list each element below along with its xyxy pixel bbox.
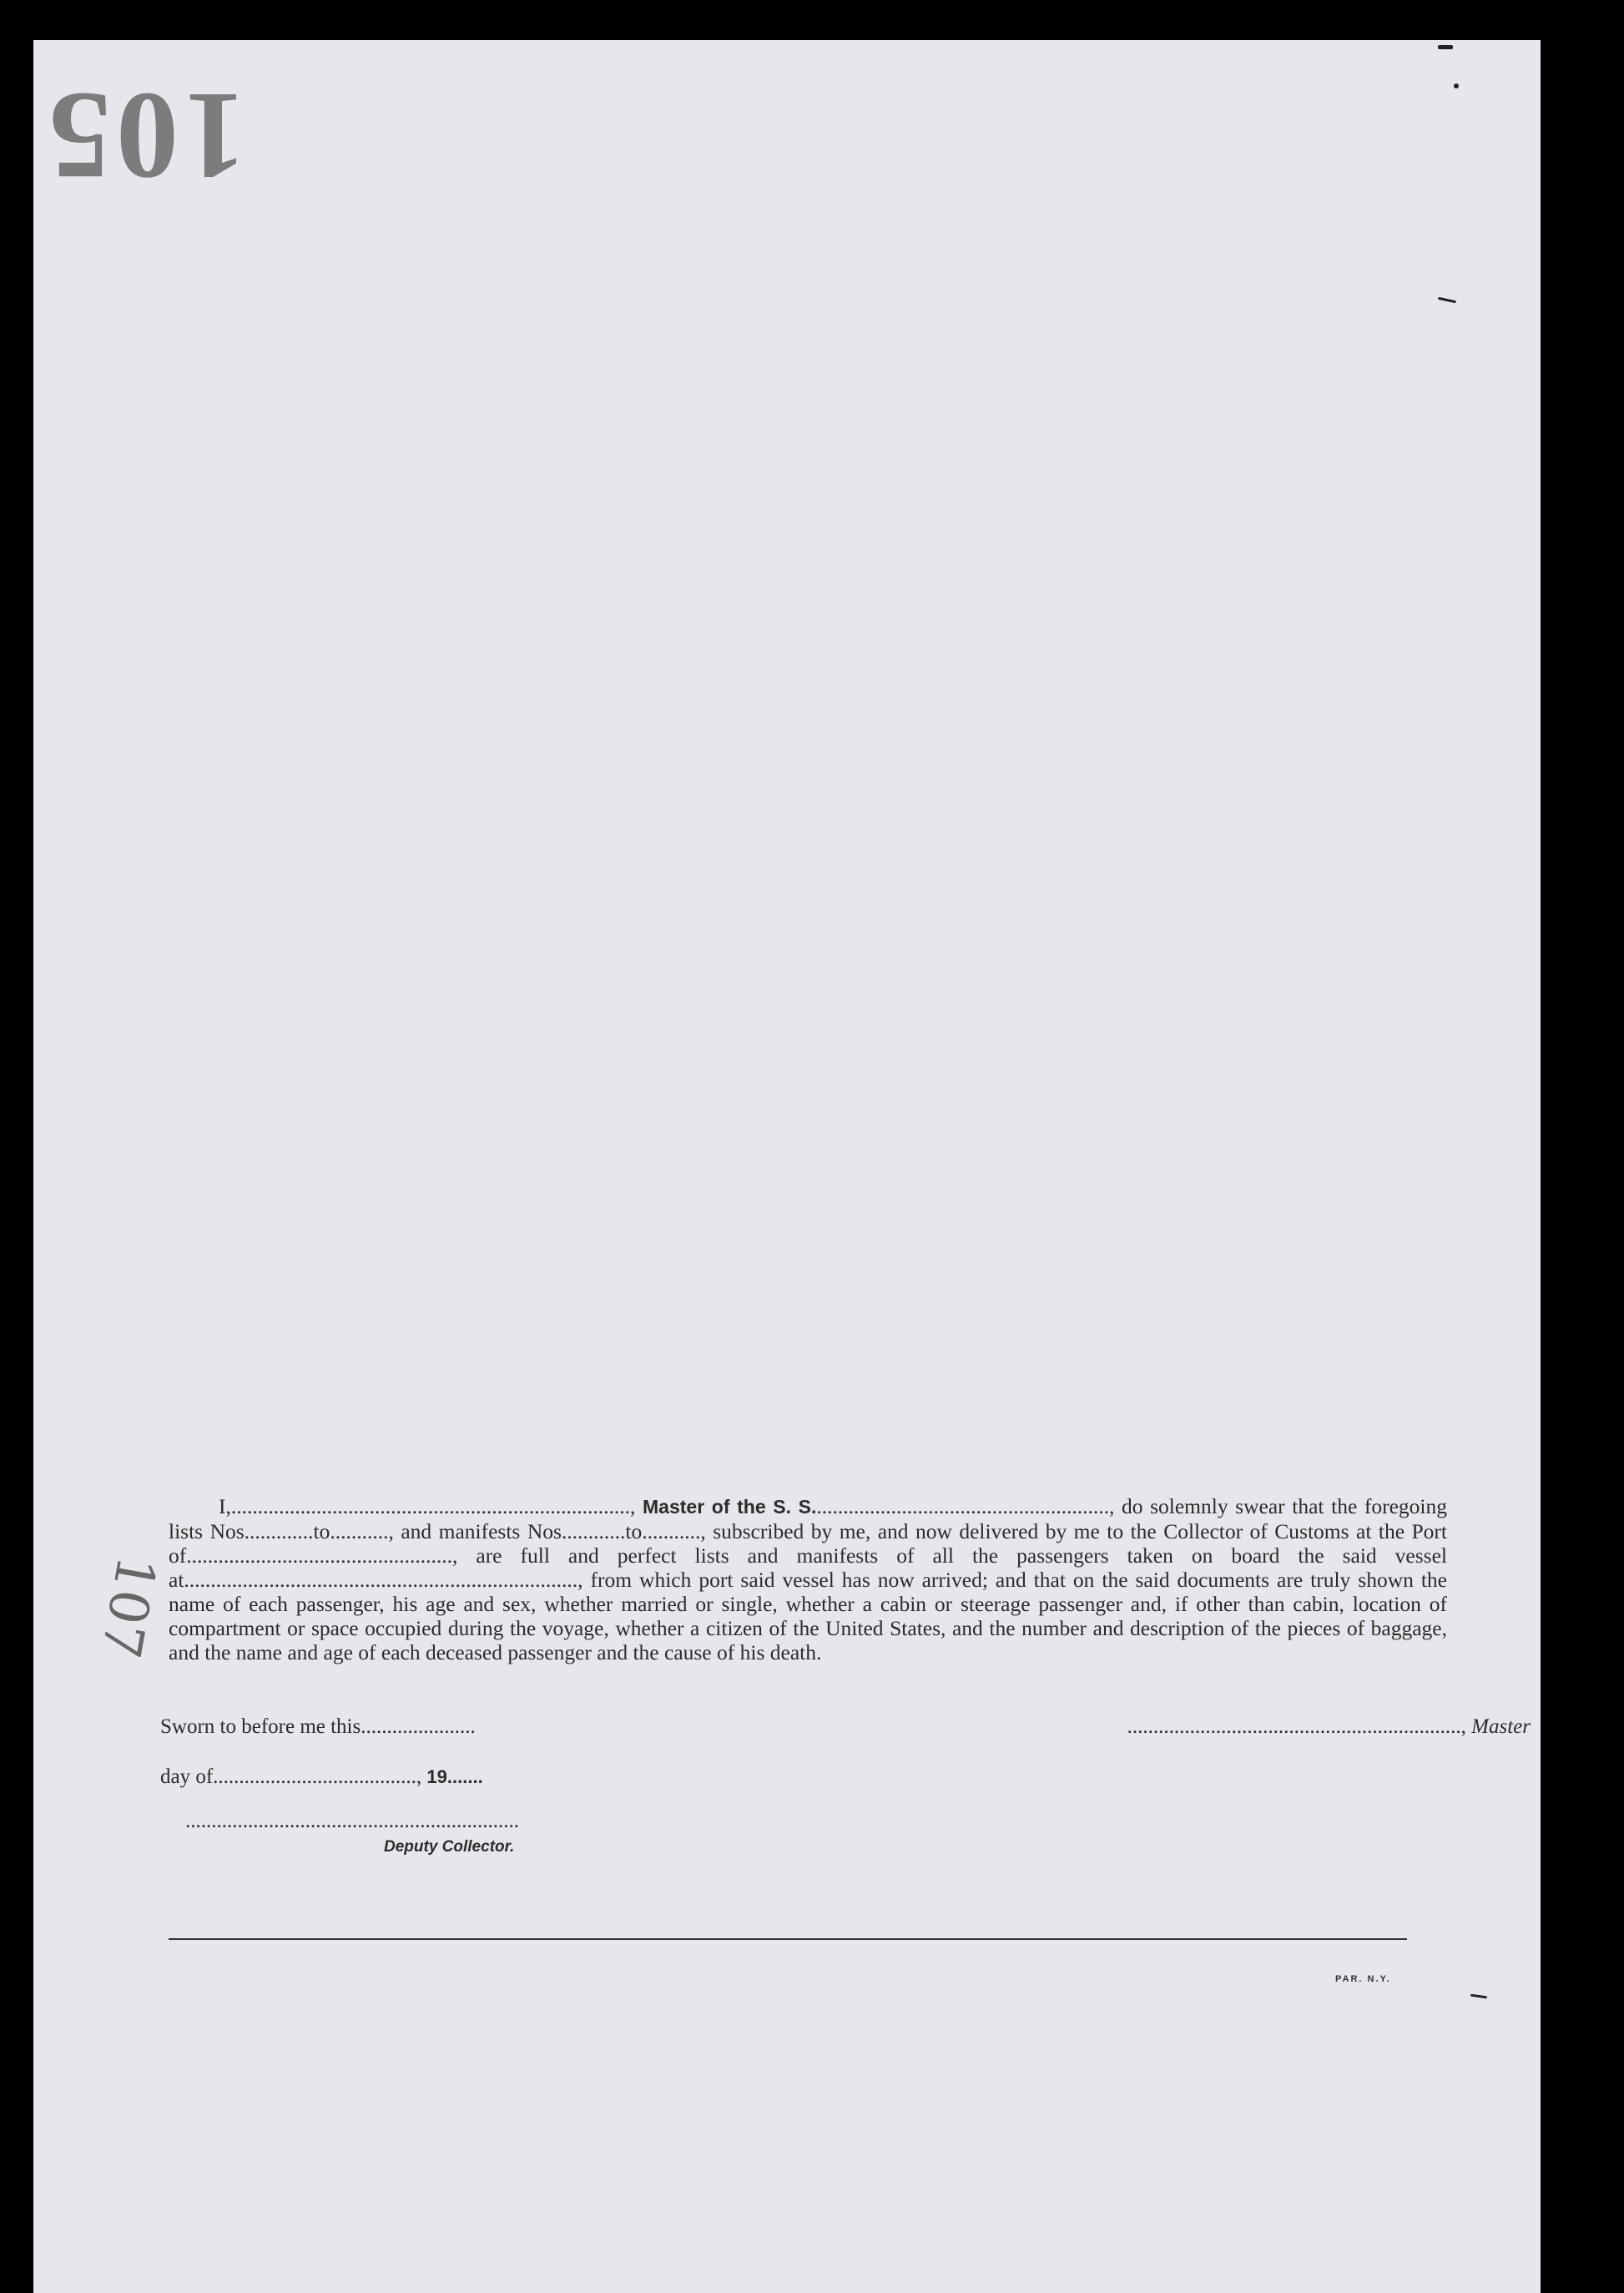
handwritten-page-number: 107	[88, 1551, 168, 1663]
master-of-ship-label: Master of the S. S.	[643, 1496, 817, 1518]
sworn-line: Sworn to before me this......................	[160, 1715, 476, 1738]
edge-mark	[1470, 1994, 1487, 1999]
horizontal-rule	[169, 1938, 1407, 1940]
deputy-signature-dots: ................................................................	[185, 1810, 519, 1832]
master-signature-dots: ................................................................,	[1127, 1715, 1466, 1738]
day-line	[160, 1765, 483, 1789]
stamped-page-number: 105	[43, 67, 246, 205]
edge-mark	[1438, 297, 1456, 304]
master-signature-line	[1127, 1715, 1531, 1739]
oath-master-blank: I,...........................................................................,	[219, 1494, 636, 1518]
oath-body-text: ......................................................., do solemnly swear that the foregoing lists Nos.............to..........., and manifests Nos............to..........., subscribed by me, and now delivered by me to the Collector of Customs at the Port of.................................................., are full and perfect lists and manifests of all the passengers taken on board the said vessel at.........................................................................., from which port said vessel has now arrived; and that on the said documents are truly shown the name of each passenger, his age and sex, whether married or single, whether a cabin or steerage passenger and, if other than cabin, location of compartment or space occupied during the voyage, whether a citizen of the United States, and the number and description of the pieces of baggage, and the name and age of each deceased passenger and the cause of his death.	[169, 1494, 1448, 1664]
edge-mark	[1438, 45, 1453, 49]
printer-mark: PAR. N.Y.	[1335, 1974, 1391, 1984]
edge-mark	[1454, 83, 1459, 88]
document-page	[33, 40, 1541, 2293]
deputy-collector-label: Deputy Collector.	[384, 1838, 515, 1856]
day-blank: day of.......................................,	[160, 1765, 422, 1788]
year-blank: 19.......	[426, 1766, 483, 1787]
oath-paragraph	[169, 1494, 1447, 1664]
master-label: Master	[1471, 1715, 1531, 1738]
